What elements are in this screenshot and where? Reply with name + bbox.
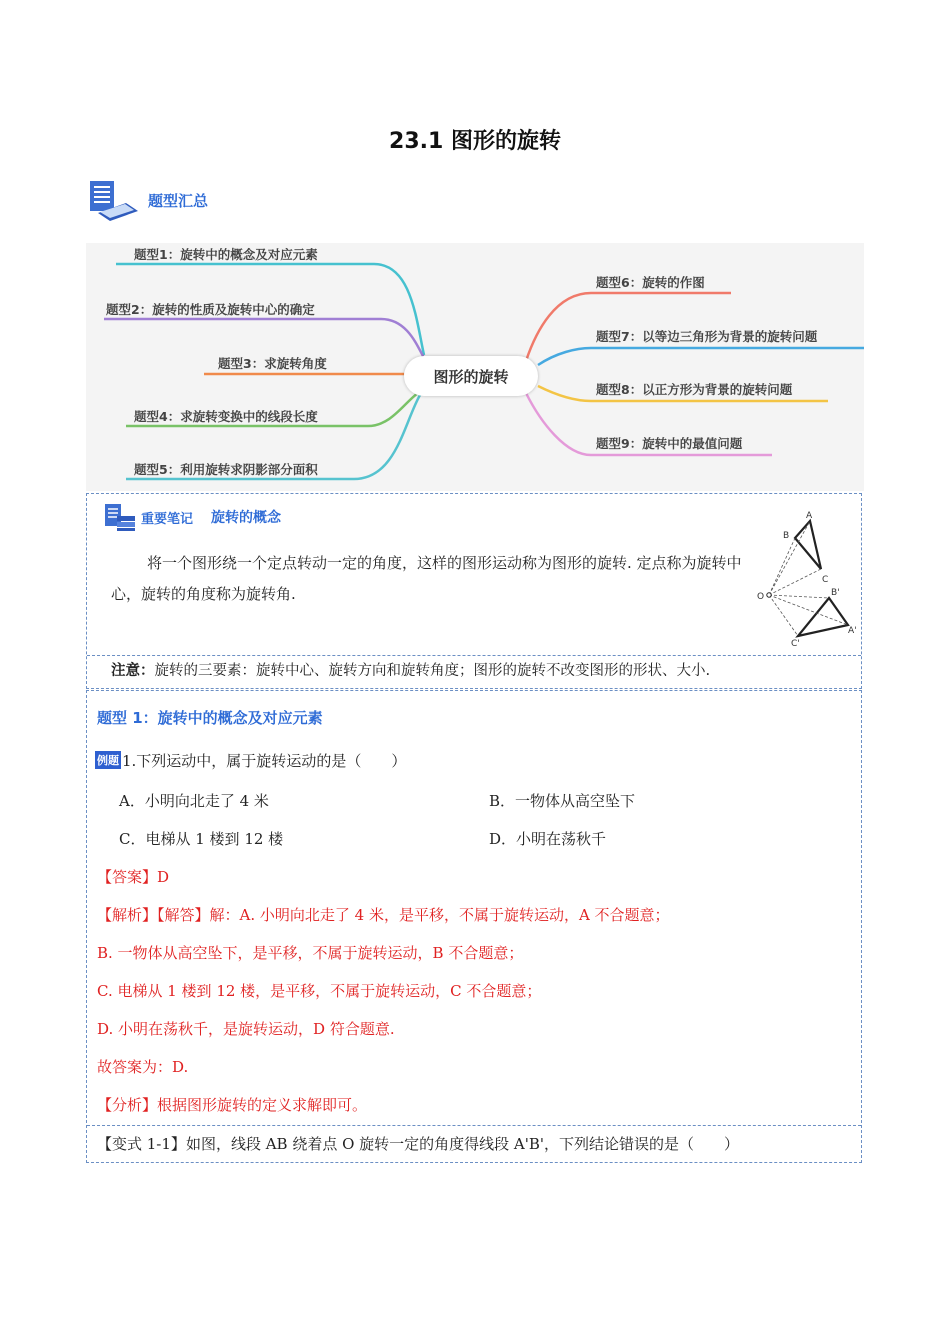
note-divider [87,655,861,656]
section-header-label: 题型汇总 [148,191,209,210]
analysis-line-1: 【解析】【解答】解：A. 小明向北走了 4 米，是平移，不属于旋转运动，A 不合题意； [97,906,670,924]
question-box [86,690,862,1163]
question-type-title: 题型 1：旋转中的概念及对应元素 [97,709,323,727]
mindmap-item-5: 题型5：利用旋转求阴影部分面积 [134,462,318,477]
rotation-figure [751,508,861,648]
mindmap [86,243,864,491]
note-label: 重要笔记 [141,511,194,527]
option-d: D．小明在荡秋千 [489,830,607,848]
fenxi: 【分析】根据图形旋转的定义求解即可。 [97,1096,368,1114]
mindmap-item-4: 题型4：求旋转变换中的线段长度 [134,409,318,424]
notebook-icon [103,502,137,532]
section-header [86,175,208,225]
conclusion: 故答案为：D. [97,1058,189,1076]
mindmap-item-3: 题型3：求旋转角度 [218,356,327,371]
note-box [86,493,862,689]
note-header [103,502,281,532]
mindmap-item-1: 题型1：旋转中的概念及对应元素 [134,247,318,262]
note-heading: 旋转的概念 [211,510,282,526]
mindmap-item-8: 题型8：以正方形为背景的旋转问题 [596,382,793,397]
label-B1: B' [831,588,840,598]
mindmap-item-2: 题型2：旋转的性质及旋转中心的确定 [106,302,315,317]
attention-text: 旋转的三要素：旋转中心、旋转方向和旋转角度；图形的旋转不改变图形的形状、大小. [154,663,711,679]
answer: 【答案】D [97,868,170,886]
question-divider [87,1125,861,1126]
label-C1: C' [791,639,800,648]
analysis-line-3: C. 电梯从 1 楼到 12 楼，是平移，不属于旋转运动，C 不合题意； [97,982,542,1000]
variant-text: 如图，线段 AB 绕着点 O 旋转一定的角度得线段 A'B'，下列结论错误的是（ ） [185,1135,740,1153]
variant-label: 【变式 1-1】 [97,1135,186,1153]
label-O: O [757,592,765,602]
option-c: C．电梯从 1 楼到 12 楼 [119,830,284,848]
note-attention [111,658,710,684]
label-A1: A' [848,626,857,636]
mindmap-center: 图形的旋转 [404,356,538,396]
example-badge: 例题 [95,751,121,769]
analysis-line-2: B. 一物体从高空坠下，是平移，不属于旋转运动，B 不合题意； [97,944,524,962]
mindmap-item-7: 题型7：以等边三角形为背景的旋转问题 [596,329,818,344]
question-stem-text: 1.下列运动中，属于旋转运动的是（ ） [122,752,407,770]
page-title: 23.1 图形的旋转 [389,129,561,154]
variant-question [97,1133,739,1154]
mindmap-item-9: 题型9：旋转中的最值问题 [596,436,743,451]
attention-label: 注意： [111,663,155,679]
note-paragraph: 将一个图形绕一个定点转动一定的角度，这样的图形运动称为图形的旋转. 定点称为旋转中心，旋转的角度称为旋转角. [111,554,742,603]
option-a: A．小明向北走了 4 米 [119,792,269,810]
question-stem [95,750,406,771]
mindmap-item-6: 题型6：旋转的作图 [596,275,705,290]
label-B: B [783,531,790,541]
analysis-line-4: D. 小明在荡秋千，是旋转运动，D 符合题意. [97,1020,395,1038]
option-b: B．一物体从高空坠下 [489,792,636,810]
label-A: A [806,511,813,521]
book-stack-icon [86,177,142,223]
label-C: C [822,575,829,585]
